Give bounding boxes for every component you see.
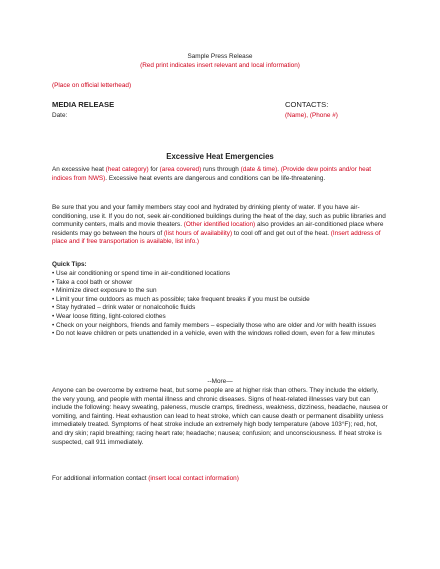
local-contact-placeholder: (insert local contact information) <box>148 475 239 482</box>
list-item: • Stay hydrated – drink water or nonalcoholic fluids <box>52 304 196 312</box>
hours-placeholder: (list hours of availability) <box>163 229 233 237</box>
media-release-label: MEDIA RELEASE <box>52 100 115 109</box>
other-location-placeholder: (Other identified location) <box>183 221 256 229</box>
letterhead-note: (Place on official letterhead) <box>52 82 132 89</box>
heat-category-placeholder: (heat category) <box>105 166 149 173</box>
intro-paragraph: An excessive heat (heat category) for (area covered) runs through (date & time). (Provide dew points and/or heat indices from NWS). Excessive heat events are dangerous and conditions can be life-threatening. <box>52 166 372 182</box>
list-item: • Limit your time outdoors as much as possible; take frequent breaks if you must be outside <box>52 295 310 303</box>
address-placeholder: (Insert address of place and if free transportation is available, list info.) <box>52 229 381 246</box>
dew-points-placeholder: (Provide dew points and/or heat indices from NWS) <box>52 166 372 182</box>
contact-paragraph: For additional information contact (insert local contact information) <box>52 475 239 482</box>
date-time-placeholder: (date & time) <box>240 166 278 173</box>
date-label: Date: <box>52 112 68 119</box>
list-item: • Check on your neighbors, friends and family members – especially those who are older and /or with health issues <box>52 321 377 329</box>
section-heading: Excessive Heat Emergencies <box>166 152 274 161</box>
contact-name-phone: (Name), (Phone #) <box>285 112 338 119</box>
quick-tips-list <box>52 270 390 339</box>
red-print-note: (Red print indicates insert relevant and local information) <box>140 62 300 69</box>
contacts-label: CONTACTS: <box>285 100 329 109</box>
list-item: • Minimize direct exposure to the sun <box>52 287 157 295</box>
document-title: Sample Press Release <box>187 53 253 60</box>
list-item: • Do not leave children or pets unattended in a vehicle, even with the windows rolled down, even for a few minutes <box>52 330 375 338</box>
list-item: • Wear loose fitting, light-colored clothes <box>52 312 166 320</box>
quick-tips-label: Quick Tips: <box>52 261 87 268</box>
more-marker: --More— <box>207 378 233 385</box>
symptoms-paragraph: Anyone can be overcome by extreme heat, but some people are at higher risk than others. They include the elderly, the very young, and people with mental illness and chronic diseases. Signs of heat-related illnesses vary but can include the following: heavy sweating, paleness, muscle cramps, tiredness, weakness, dizziness, headache, nausea or vomiting, and fainting. Heat exhaustion can lead to heat stroke, which can cause death or permanent disability unless immediately treated. Symptoms of heat stroke include an extremely high body temperature (above 103°F); red, hot, and dry skin; rapid breathing; racing heart rate; headache; nausea; confusion; and unconsciousness. If heat stroke is suspected, call 911 immediately. <box>52 387 388 446</box>
list-item: • Use air conditioning or spend time in air-conditioned locations <box>52 270 231 277</box>
cooling-paragraph: Be sure that you and your family members stay cool and hydrated by drinking plenty of water. If you have air-conditioning, use it. If you do not, seek air-conditioned buildings during the heat of the day, such as public libraries and community centers, malls and movie theaters. (Other identified location) also provides an air-conditioned place where residents may go between the hours of (list hours of availability) to cool off and get out of the heat. (Insert address of place and if free transportation is available, list info.) <box>52 204 386 246</box>
area-covered-placeholder: (area covered) <box>159 166 202 173</box>
list-item: • Take a cool bath or shower <box>52 278 133 286</box>
